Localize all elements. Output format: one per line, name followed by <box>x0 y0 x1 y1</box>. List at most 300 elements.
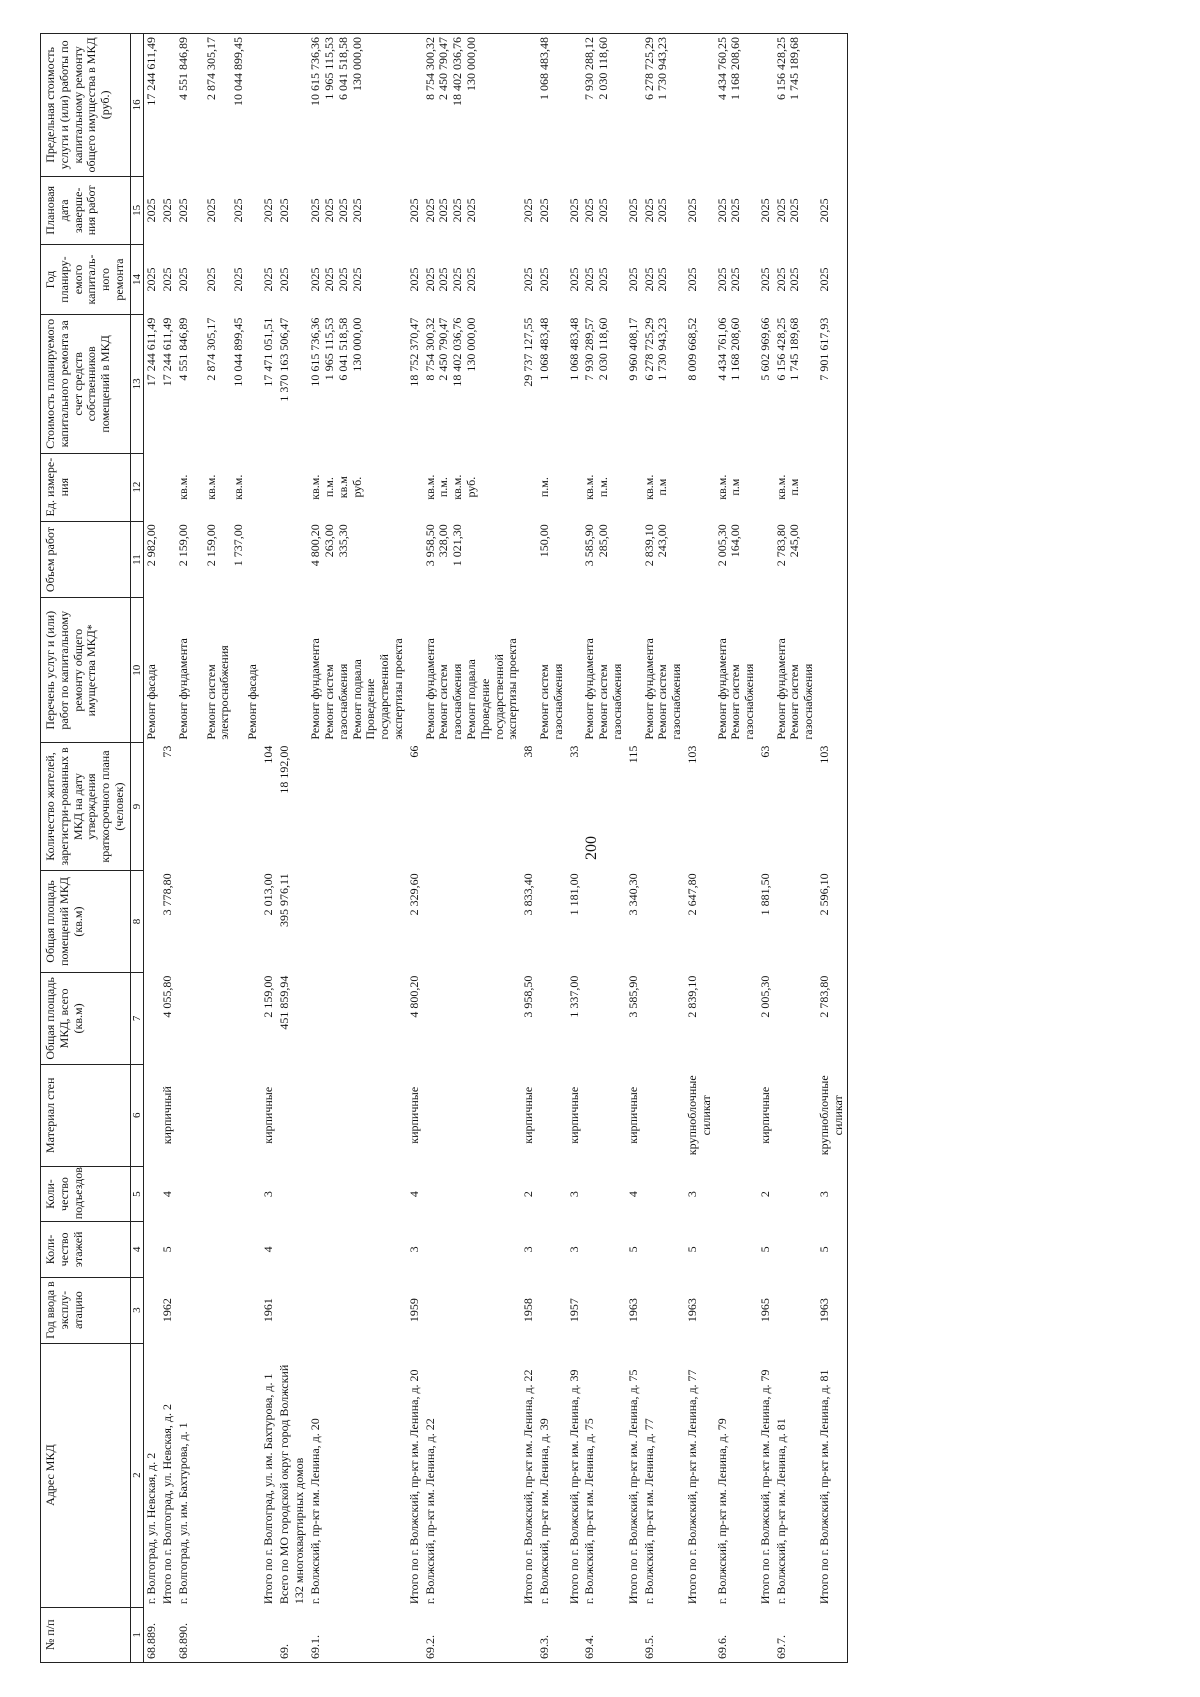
table-row <box>685 34 715 1663</box>
table-row <box>292 34 308 1663</box>
unit-line: п.м <box>655 478 670 496</box>
work-volume-line: 4 800,20 <box>308 524 323 567</box>
work-volume-line <box>161 524 175 595</box>
cost-limit-line: 10 615 736,36 <box>308 37 323 106</box>
cell-total-area: 451 859,94 <box>276 975 291 1030</box>
column-header-13: Стоимость планируемого капитального ремонта за счет средств собственников помещений в МКД <box>41 315 131 453</box>
table-row <box>817 34 847 1663</box>
cell-cost-limit <box>642 34 685 177</box>
column-header-16: Предельная стоимость услуги и (или) работы по капитальному ремонту общего имущества в МКД (руб.) <box>41 34 131 177</box>
cell-row-number: 69.6. <box>715 1607 758 1662</box>
cell-work-list <box>277 598 293 743</box>
cell-work-volume <box>160 521 176 598</box>
cell-row-number <box>758 1607 774 1662</box>
column-header-1: № п/п <box>41 1607 131 1662</box>
cell-row-number <box>817 1607 847 1662</box>
cell-row-number <box>261 1607 277 1662</box>
unit-line: кв.м. <box>422 474 437 500</box>
work-volume-line: 263,00 <box>321 524 336 558</box>
cell-residents-count <box>715 743 758 871</box>
cell-residents-count: 63 <box>757 745 772 758</box>
unit-line: руб. <box>463 476 478 498</box>
cell-floors-count <box>144 1222 160 1277</box>
cell-repair-year <box>774 244 817 314</box>
work-list-line <box>568 601 582 740</box>
work-list-line: Ремонт систем газоснабжения <box>536 663 565 740</box>
cell-unit <box>277 453 293 521</box>
cost-limit-line: 130 000,00 <box>349 37 364 91</box>
repair-cost-line <box>218 318 232 450</box>
completion-year-line: 2025 <box>321 198 336 223</box>
cell-row-number <box>521 1607 537 1662</box>
cell-total-area <box>292 973 308 1065</box>
cell-work-volume <box>685 521 715 598</box>
cell-entrances-count <box>423 1166 522 1221</box>
cell-residents-count <box>774 743 817 871</box>
repair-year-line: 2025 <box>260 267 275 292</box>
repair-cost-line: 17 244 611,49 <box>160 317 175 387</box>
cell-premises-area <box>176 870 261 972</box>
table-row <box>261 34 277 1663</box>
cell-repair-year <box>642 244 685 314</box>
cell-address: г. Волжский, пр-кт им. Ленина, д. 77 <box>641 1418 656 1605</box>
cell-work-volume <box>537 521 567 598</box>
repair-year-line: 2025 <box>641 267 656 292</box>
work-volume-line: 2 982,00 <box>144 524 159 567</box>
work-list-line: Ремонт систем газоснабжения <box>436 663 465 740</box>
cost-limit-line <box>759 37 773 173</box>
cost-limit-line: 1 168 208,60 <box>728 37 743 100</box>
column-header-10: Перечень услуг и (или) работ по капитальному ремонту общего имущества МКД* <box>41 598 131 743</box>
table-row <box>160 34 176 1663</box>
cell-total-area <box>715 973 758 1065</box>
cell-year-built: 1965 <box>757 1298 772 1323</box>
repair-cost-line: 6 156 428,25 <box>773 317 788 381</box>
unit-line <box>191 456 205 518</box>
unit-line: кв.м <box>335 476 350 499</box>
repair-cost-line: 4 551 846,89 <box>176 317 191 381</box>
cell-year-built <box>308 1277 407 1343</box>
unit-line <box>161 456 175 518</box>
cell-premises-area: 2 013,00 <box>260 873 275 916</box>
work-list-line: Проведение государственной экспертизы проекта <box>477 638 520 740</box>
completion-year-line: 2025 <box>406 198 421 223</box>
completion-year-line <box>191 179 205 241</box>
column-number-14: 14 <box>130 244 144 314</box>
unit-line: кв.м. <box>231 474 246 500</box>
cell-completion-year <box>758 176 774 244</box>
cell-floors-count: 3 <box>566 1246 581 1253</box>
cell-work-volume <box>308 521 407 598</box>
cell-wall-material: кирпичный <box>160 1086 175 1145</box>
completion-year-line: 2025 <box>757 198 772 223</box>
cell-row-number <box>407 1607 423 1662</box>
repair-year-line <box>218 247 232 311</box>
cell-total-area: 2 005,30 <box>757 975 772 1018</box>
cost-limit-line <box>191 37 205 173</box>
repair-cost-line <box>191 318 205 450</box>
cell-completion-year <box>144 176 160 244</box>
cell-wall-material: кирпичные <box>406 1086 421 1144</box>
cell-year-built <box>715 1277 758 1343</box>
cell-cost-limit <box>160 34 176 177</box>
work-volume-line: 3 585,90 <box>582 524 597 567</box>
repair-year-line: 2025 <box>406 267 421 292</box>
cell-residents-count <box>642 743 685 871</box>
unit-line <box>759 456 773 518</box>
completion-year-line: 2025 <box>260 198 275 223</box>
cell-completion-year <box>277 176 293 244</box>
table-row <box>277 34 293 1663</box>
cell-wall-material: кирпичные <box>566 1086 581 1144</box>
cost-limit-line: 10 044 899,45 <box>231 37 246 106</box>
cell-repair-year <box>537 244 567 314</box>
work-volume-line <box>522 524 536 595</box>
cell-entrances-count: 4 <box>160 1191 175 1198</box>
cell-year-built: 1963 <box>625 1298 640 1323</box>
unit-line: кв.м. <box>773 474 788 500</box>
cell-work-volume <box>261 521 277 598</box>
cell-address: Итого по г. Волгоград, ул. Невская, д. 2 <box>160 1403 175 1605</box>
column-header-8: Общая площадь помещений МКД (кв.м) <box>41 870 131 972</box>
cell-cost-limit <box>261 34 277 177</box>
cell-work-list <box>261 598 277 743</box>
column-number-11: 11 <box>130 521 144 598</box>
cell-repair-year <box>715 244 758 314</box>
cost-limit-line: 4 434 760,25 <box>714 37 729 100</box>
cell-wall-material <box>176 1064 261 1166</box>
work-volume-line: 2 783,80 <box>773 524 788 567</box>
repair-cost-line: 1 068 483,48 <box>536 317 551 381</box>
repair-year-line: 2025 <box>817 267 832 292</box>
cell-total-area: 2 839,10 <box>684 975 699 1018</box>
cell-completion-year <box>292 176 308 244</box>
cell-cost-limit <box>758 34 774 177</box>
cell-work-volume <box>758 521 774 598</box>
cell-address: Итого по г. Волжский, пр-кт им. Ленина, д. 77 <box>684 1369 699 1605</box>
cell-row-number <box>160 1607 176 1662</box>
work-list-line <box>232 601 246 740</box>
work-volume-line <box>278 524 292 595</box>
cell-year-built: 1958 <box>521 1298 536 1323</box>
cell-unit <box>537 453 567 521</box>
completion-year-line: 2025 <box>463 198 478 223</box>
cost-limit-line <box>818 37 832 173</box>
repair-cost-line: 9 960 408,17 <box>625 317 640 381</box>
cell-repair-cost <box>685 315 715 453</box>
cell-cost-limit <box>715 34 758 177</box>
cell-unit <box>176 453 261 521</box>
cell-address: г. Волжский, пр-кт им. Ленина, д. 39 <box>536 1418 551 1605</box>
cell-entrances-count: 2 <box>521 1191 536 1198</box>
work-volume-line <box>408 524 422 595</box>
work-list-line: Ремонт фундамента <box>641 638 656 740</box>
table-body <box>144 34 847 1663</box>
cell-cost-limit <box>537 34 567 177</box>
cell-floors-count: 5 <box>684 1246 699 1253</box>
completion-year-line: 2025 <box>335 198 350 223</box>
cell-premises-area <box>642 870 685 972</box>
repair-cost-line: 5 602 969,66 <box>757 317 772 381</box>
cost-limit-line <box>278 37 292 173</box>
cell-entrances-count: 3 <box>684 1191 699 1198</box>
cell-premises-area: 2 647,80 <box>684 873 699 916</box>
cell-premises-area: 1 881,50 <box>757 873 772 916</box>
repair-cost-line: 1 168 208,60 <box>728 317 743 381</box>
completion-year-line: 2025 <box>231 198 246 223</box>
cell-wall-material <box>642 1064 685 1166</box>
cost-limit-line <box>408 37 422 173</box>
cell-wall-material: кирпичные <box>625 1086 640 1144</box>
cell-premises-area: 395 976,11 <box>276 873 291 927</box>
cell-premises-area <box>144 870 160 972</box>
cost-limit-line <box>218 37 232 173</box>
cell-completion-year <box>817 176 847 244</box>
cell-repair-cost <box>308 315 407 453</box>
table-row <box>715 34 758 1663</box>
repair-year-line: 2025 <box>787 267 802 292</box>
completion-year-line: 2025 <box>203 198 218 223</box>
repair-year-line <box>191 247 205 311</box>
column-number-3: 3 <box>130 1277 144 1343</box>
repair-cost-line: 1 965 115,53 <box>321 317 336 381</box>
work-volume-line: 164,00 <box>728 524 743 558</box>
unit-line: п.м <box>728 478 743 496</box>
cell-address: 132 многоквартирных домов <box>292 1457 307 1605</box>
column-number-12: 12 <box>130 453 144 521</box>
work-volume-line <box>568 524 582 595</box>
repair-cost-line: 17 471 051,51 <box>260 317 275 387</box>
work-list-line <box>408 601 422 740</box>
cell-work-list <box>423 598 522 743</box>
cost-limit-line: 4 551 846,89 <box>176 37 191 100</box>
repair-cost-line: 4 434 761,06 <box>714 317 729 381</box>
cell-completion-year <box>626 176 642 244</box>
repair-cost-line: 130 000,00 <box>349 317 364 372</box>
cost-limit-line <box>686 37 700 173</box>
table-row <box>626 34 642 1663</box>
completion-year-line: 2025 <box>521 198 536 223</box>
work-list-line <box>522 601 536 740</box>
column-number-15: 15 <box>130 176 144 244</box>
cell-year-built: 1963 <box>817 1277 847 1343</box>
cell-entrances-count <box>537 1166 567 1221</box>
work-volume-line <box>818 524 832 595</box>
cell-repair-year <box>685 244 715 314</box>
completion-year-line: 2025 <box>714 198 729 223</box>
cell-entrances-count <box>292 1166 308 1221</box>
cell-entrances-count <box>715 1166 758 1221</box>
repair-year-line: 2025 <box>757 267 772 292</box>
completion-year-line: 2025 <box>625 198 640 223</box>
work-list-line: Ремонт фундамента <box>308 638 323 740</box>
column-number-8: 8 <box>130 870 144 972</box>
cell-completion-year <box>160 176 176 244</box>
completion-year-line: 2025 <box>641 198 656 223</box>
cell-work-volume <box>626 521 642 598</box>
cell-repair-year <box>160 244 176 314</box>
work-list-line: Ремонт фасада <box>144 664 159 740</box>
cell-repair-cost <box>715 315 758 453</box>
cell-completion-year <box>685 176 715 244</box>
repair-year-line: 2025 <box>463 267 478 292</box>
cell-residents-count <box>537 743 567 871</box>
cell-row-number <box>626 1607 642 1662</box>
cell-wall-material <box>144 1064 160 1166</box>
cell-residents-count: 66 <box>406 745 421 758</box>
cell-completion-year <box>308 176 407 244</box>
cell-cost-limit <box>626 34 642 177</box>
cell-row-number <box>567 1607 583 1662</box>
cell-work-volume <box>817 521 847 598</box>
cell-year-built <box>292 1277 308 1343</box>
cell-floors-count <box>292 1222 308 1277</box>
cell-completion-year <box>567 176 583 244</box>
cell-unit <box>144 453 160 521</box>
cell-wall-material <box>292 1064 308 1166</box>
cell-residents-count <box>176 743 261 871</box>
completion-year-line: 2025 <box>655 198 670 223</box>
cell-premises-area <box>715 870 758 972</box>
cell-total-area: 1 337,00 <box>566 975 581 1018</box>
cell-premises-area <box>308 870 407 972</box>
unit-line <box>686 456 700 518</box>
column-header-6: Материал стен <box>41 1064 131 1166</box>
repair-cost-line: 2 450 790,47 <box>436 317 451 381</box>
repair-year-line: 2025 <box>144 267 159 292</box>
cell-floors-count: 5 <box>625 1246 640 1253</box>
repair-cost-line: 18 752 370,47 <box>406 317 421 387</box>
repair-year-line: 2025 <box>321 267 336 292</box>
column-number-5: 5 <box>130 1166 144 1221</box>
cell-unit <box>626 453 642 521</box>
cell-wall-material <box>774 1064 817 1166</box>
cell-row-number: 69.3. <box>537 1607 567 1662</box>
cell-floors-count: 5 <box>757 1246 772 1253</box>
work-list-line <box>686 601 700 740</box>
cell-cost-limit <box>407 34 423 177</box>
cell-address: г. Волгоград, ул. Невская, д. 2 <box>144 1452 159 1605</box>
repair-year-line: 2025 <box>566 267 581 292</box>
cell-work-list <box>817 598 847 743</box>
cell-work-volume <box>582 521 625 598</box>
cell-repair-cost <box>261 315 277 453</box>
cell-wall-material: кирпичные <box>260 1086 275 1144</box>
cell-row-number: 68.889. <box>144 1607 160 1662</box>
repair-year-line: 2025 <box>308 267 323 292</box>
unit-line: п.м. <box>436 477 451 498</box>
work-volume-line <box>627 524 641 595</box>
cell-entrances-count <box>642 1166 685 1221</box>
repair-cost-line: 130 000,00 <box>463 317 478 372</box>
column-number-10: 10 <box>130 598 144 743</box>
cell-unit <box>817 453 847 521</box>
work-volume-line: 285,00 <box>596 524 611 558</box>
cell-premises-area: 3 778,80 <box>160 873 175 916</box>
work-volume-line <box>293 524 307 595</box>
column-header-14: Год планиру-емого капиталь-ного ремонта <box>41 244 131 314</box>
column-header-4: Коли-чество этажей <box>41 1222 131 1277</box>
repair-cost-line: 29 737 127,55 <box>521 317 536 387</box>
repair-year-line: 2025 <box>596 267 611 292</box>
cell-premises-area: 1 181,00 <box>566 873 581 916</box>
cell-repair-cost <box>176 315 261 453</box>
cell-repair-year <box>626 244 642 314</box>
work-list-line <box>278 601 292 740</box>
cell-total-area <box>582 973 625 1065</box>
cost-limit-line <box>568 37 582 173</box>
cell-completion-year <box>521 176 537 244</box>
cell-completion-year <box>423 176 522 244</box>
unit-line: руб. <box>349 476 364 498</box>
column-header-7: Общая площадь МКД, всего (кв.м) <box>41 973 131 1065</box>
work-list-line: Проведение государственной экспертизы проекта <box>363 638 405 740</box>
cell-floors-count <box>308 1222 407 1277</box>
cell-year-built <box>774 1277 817 1343</box>
cell-wall-material: крупноблочные силикат <box>684 1075 713 1156</box>
cell-premises-area: 2 596,10 <box>817 870 847 972</box>
cost-limit-line: 1 068 483,48 <box>536 37 551 100</box>
cell-cost-limit <box>774 34 817 177</box>
cost-limit-line <box>627 37 641 173</box>
page-number: 200 <box>583 836 600 860</box>
cell-residents-count: 115 <box>625 745 640 764</box>
cell-repair-cost <box>292 315 308 453</box>
cell-address: Всего по МО городской округ город Волжский <box>276 1364 291 1605</box>
cell-premises-area <box>582 870 625 972</box>
completion-year-line: 2025 <box>596 198 611 223</box>
cell-address: Итого по г. Волжский, пр-кт им. Ленина, д. 22 <box>521 1369 536 1605</box>
cell-unit <box>685 453 715 521</box>
cell-cost-limit <box>582 34 625 177</box>
column-header-9: Количество жителей, зарегистри-рованных в МКД на дату утверждения краткосрочного плана (человек) <box>41 743 131 871</box>
cell-repair-year <box>292 244 308 314</box>
completion-year-line: 2025 <box>176 198 191 223</box>
capital-repair-table <box>40 33 848 1663</box>
cell-work-volume <box>521 521 537 598</box>
cell-total-area <box>176 973 261 1065</box>
cell-work-list <box>144 598 160 743</box>
cost-limit-line: 1 965 115,53 <box>321 37 336 100</box>
cell-unit <box>758 453 774 521</box>
cell-entrances-count: 2 <box>757 1191 772 1198</box>
table-row <box>774 34 817 1663</box>
repair-cost-line: 8 009 668,52 <box>684 317 699 381</box>
unit-line: п.м. <box>596 477 611 498</box>
unit-line: кв.м. <box>714 474 729 500</box>
cost-limit-line <box>161 37 175 173</box>
cost-limit-line <box>522 37 536 173</box>
cell-repair-cost <box>567 315 583 453</box>
work-volume-line <box>759 524 773 595</box>
cost-limit-line: 6 278 725,29 <box>641 37 656 100</box>
completion-year-line: 2025 <box>817 198 832 223</box>
cell-entrances-count: 3 <box>817 1166 847 1221</box>
cell-work-list <box>308 598 407 743</box>
cell-work-volume <box>567 521 583 598</box>
cell-year-built <box>144 1277 160 1343</box>
cell-unit <box>407 453 423 521</box>
unit-line: п.м. <box>321 477 336 498</box>
cell-work-volume <box>774 521 817 598</box>
cell-work-list <box>537 598 567 743</box>
cell-repair-cost <box>407 315 423 453</box>
cost-limit-line: 130 000,00 <box>463 37 478 91</box>
cell-wall-material <box>308 1064 407 1166</box>
cell-total-area <box>308 973 407 1065</box>
cell-year-built: 1963 <box>684 1298 699 1323</box>
cell-repair-year <box>758 244 774 314</box>
